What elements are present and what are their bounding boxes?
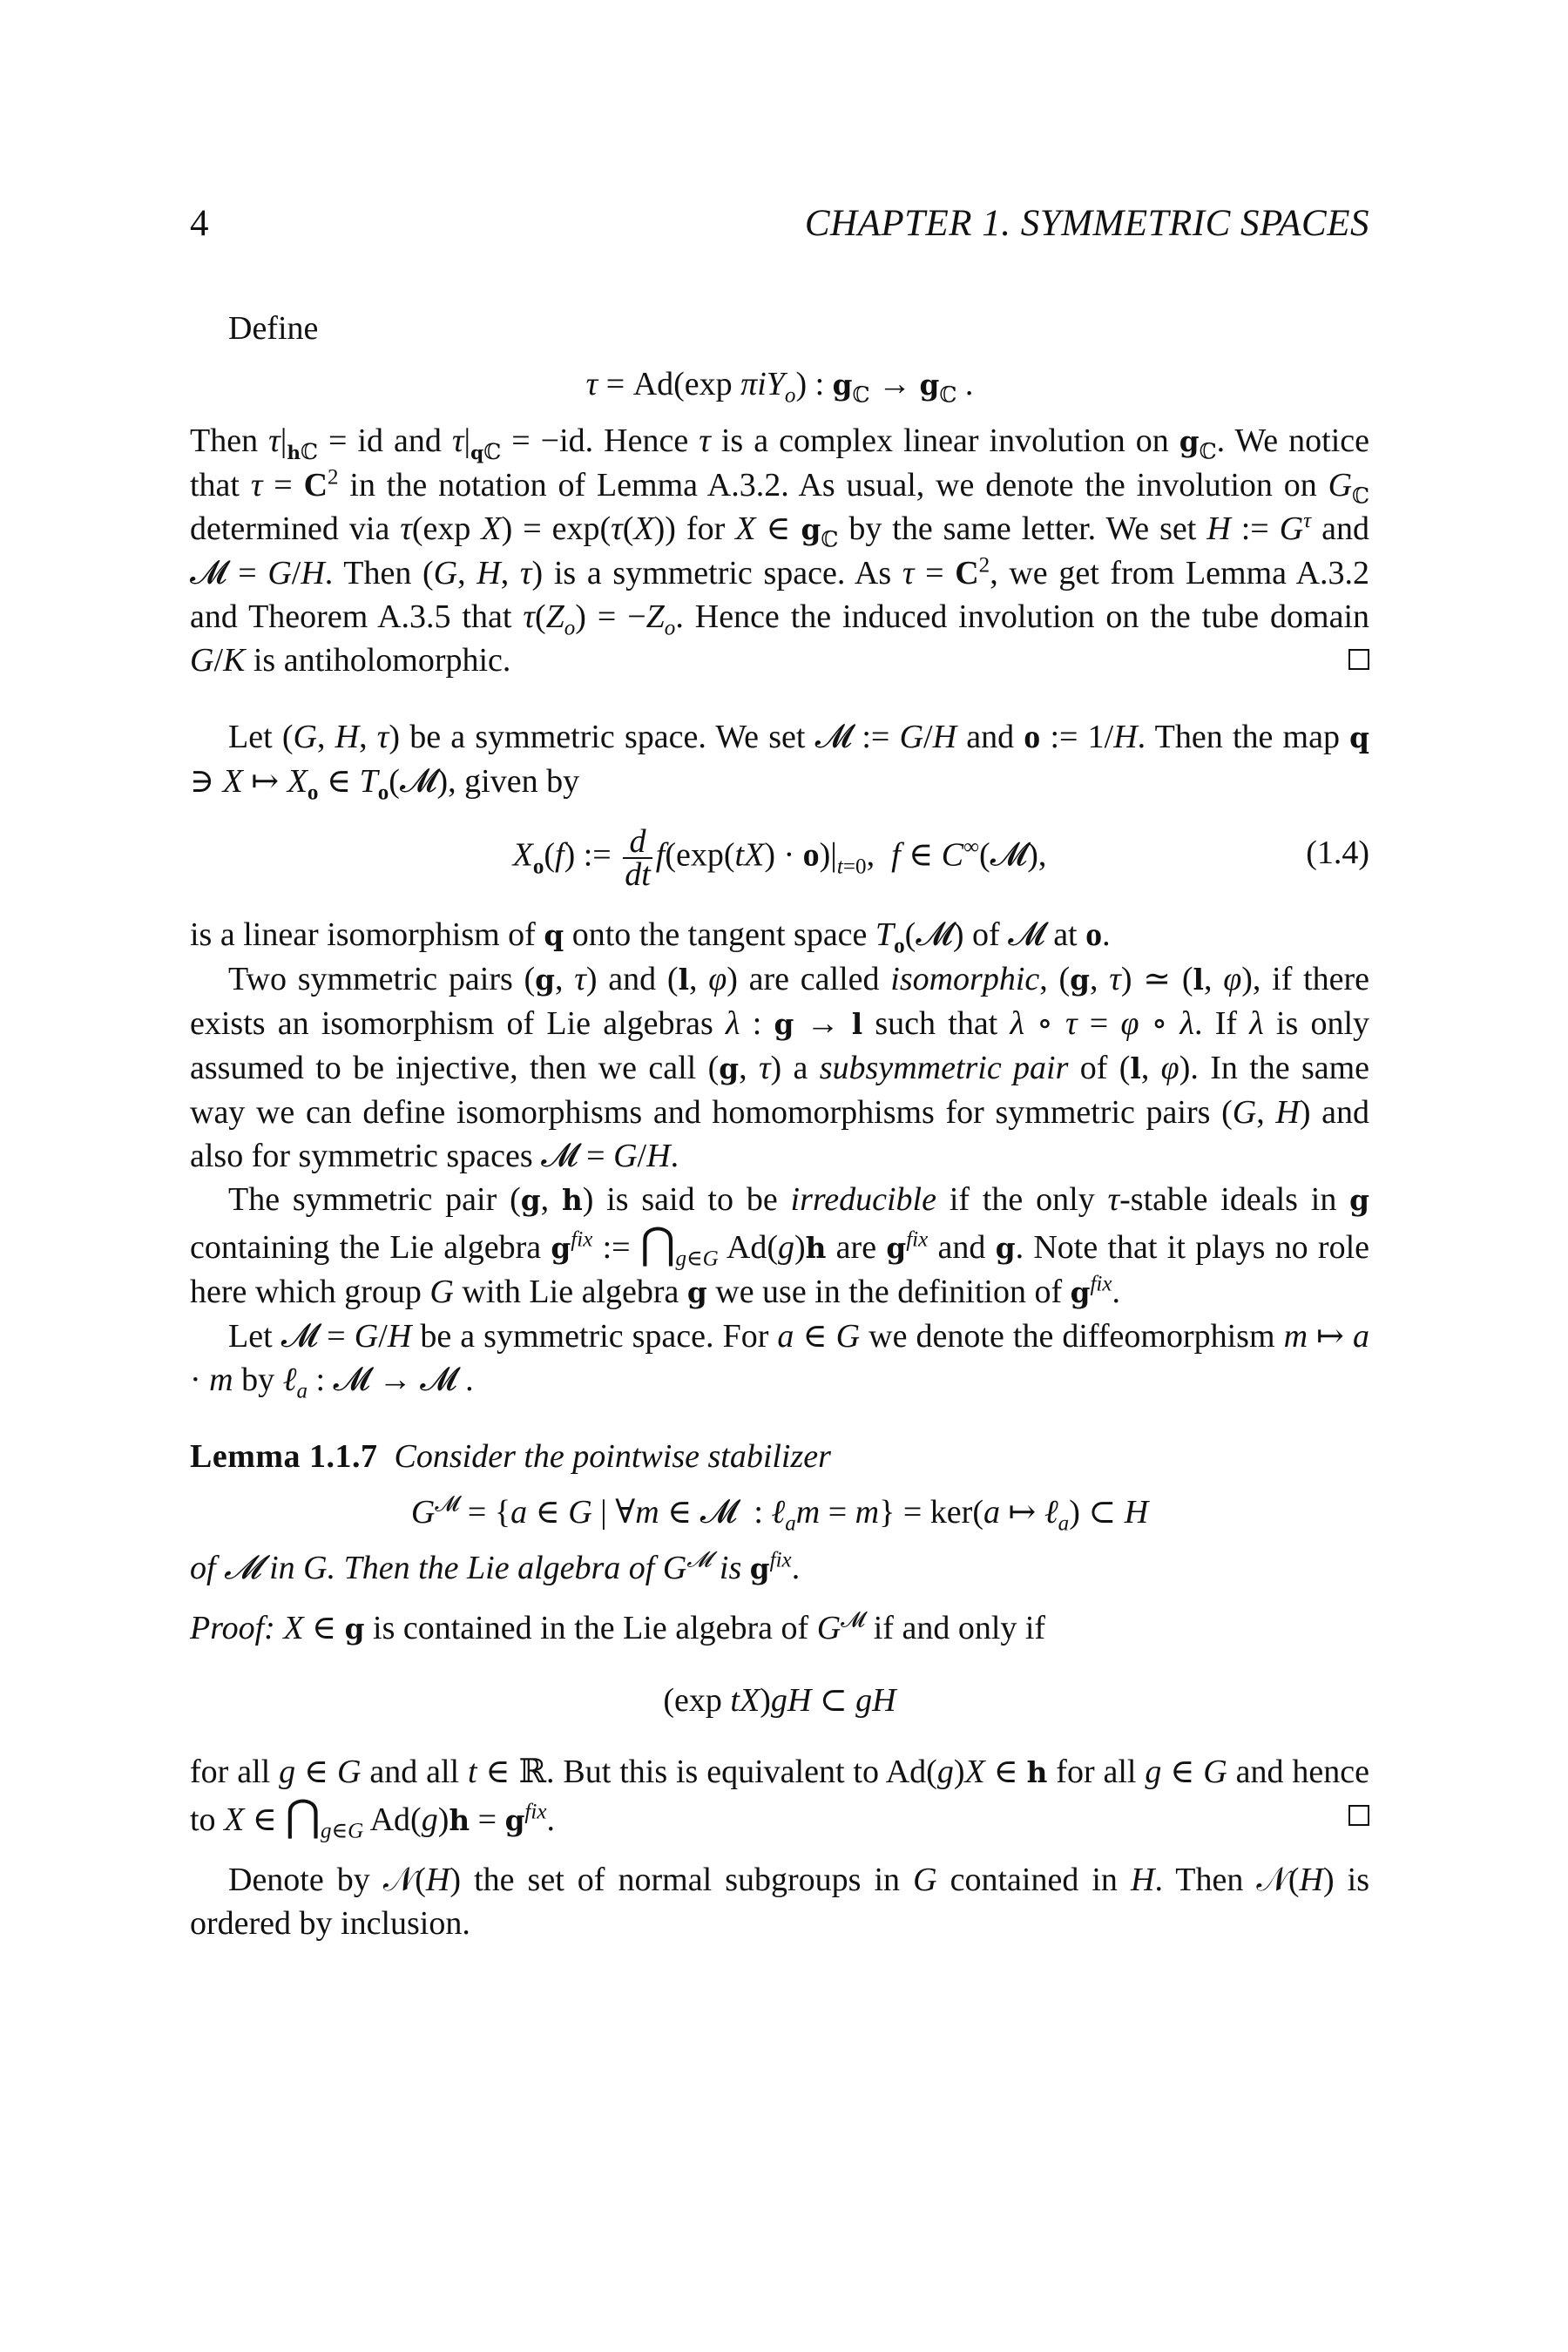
lemma-label: Lemma 1.1.7: [190, 1438, 378, 1475]
equation-tau-definition: τ = Ad(exp πiY$_o$) : $g_ℂ \to g_ℂ$ .: [585, 366, 974, 408]
fraction-d-dt: $\frac{d}{dt}$: [625, 823, 651, 893]
paragraph-isomorphic-pairs: Two symmetric pairs (g, τ) and (l, φ) are called isomorphic, (g, τ) ≃ (l, φ), if there exists an isomorphism of Lie algebras λ : g → l such that λ ∘ τ = φ ∘ λ. If λ is only assumed to be injective, then we call (g, τ) a subsymmetric pair of (l, φ). In the same way we can define isomorphisms and homomorphisms for symmetric pairs (G, H) and also for symmetric spaces 𝓜 = G/H.: [190, 961, 1370, 1174]
page-number: 4: [190, 203, 209, 244]
paragraph-irreducible: The symmetric pair (g, h) is said to be irreducible if the only τ-stable ideals in g containing the Lie algebra $g^{fix}$ := $⋂_{g\in G}$ Ad(g)h are $g^{fix}$ and g. Note that it plays no role here which group G with Lie algebra g we use in the definition of $g^{fix}$.: [190, 1181, 1370, 1310]
equation-1-4: $X_o(f)$ := $\frac{d}{dt}$ $f(\exp(tX) \cdot o)|_{t=0}$, f ∈ C∞(𝓜), (1.4): [512, 823, 1369, 893]
define-word: Define: [228, 310, 319, 347]
equation-stabilizer: $G^𝓜 = \{a$ ∈ G | ∀m ∈ 𝓜 : ℓ$_a$m = m} = ker(a ↦ ℓ$_a$) ⊂ H: [410, 1492, 1149, 1536]
paragraph-diffeomorphism: Let 𝓜 = G/H be a symmetric space. For a ∈ G we denote the diffeomorphism m ↦ a · m by ℓ$_a$ : 𝓜 → 𝓜 .: [190, 1318, 1369, 1403]
running-header: [190, 202, 1369, 246]
proof-paragraph: Proof: X ∈ g is contained in the Lie algebra of $G^𝓜$ if and only if: [190, 1608, 1046, 1646]
equation-number: (1.4): [1306, 835, 1369, 871]
page-body: [190, 307, 1369, 1945]
proof-conclusion: for all g ∈ G and all t ∈ ℝ. But this is equivalent to Ad(g)X ∈ h for all g ∈ G and hence to X ∈ $⋂_{g\in G}$ $Ad(g)h = g^{fix}$.: [190, 1754, 1369, 1843]
lemma-conclusion: of 𝓜 in G. Then the Lie algebra of $G^𝓜$ is $g^{fix}$.: [190, 1548, 801, 1586]
equation-orbit: (exp tX)gH ⊂ gH: [663, 1682, 896, 1719]
paragraph-tau-involution: Then $\tau|_{hℂ}$ = id and $\tau|_{qℂ} = -id$. Hence τ is a complex linear involution on $g_ℂ$. We notice that $\tau = C^2$ in the notation of Lemma A.3.2. As usual, we denote the involution on $G_ℂ$ determined via τ(exp X) = exp(τ(X)) for X ∈ $g_ℂ$ by the same letter. We set H := $G^\tau$ and 𝓜 = G/H. Then (G, H, τ) is a symmetric space. As $\tau = C^2$, we get from Lemma A.3.2 and Theorem A.3.5 that $\tau(Z_o) = -Z_o$. Hence the induced involution on the tube domain G/K is antiholomorphic.: [190, 422, 1370, 679]
qed-box: [1348, 649, 1369, 670]
chapter-title: CHAPTER 1. SYMMETRIC SPACES: [804, 203, 1369, 244]
qed-box: [1348, 1805, 1369, 1826]
proof-label: Proof:: [190, 1610, 275, 1646]
paragraph-linear-isomorphism: is a linear isomorphism of q onto the tangent space $T_o(𝓜)$ of 𝓜 at o.: [190, 916, 1111, 958]
paragraph-normal-subgroups: Denote by 𝒩(H) the set of normal subgroups in G contained in H. Then 𝒩(H) is ordered by inclusion.: [190, 1862, 1370, 1942]
paragraph-tangent-map: Let (G, H, τ) be a symmetric space. We set 𝓜 := G/H and o := 1/H. Then the map q ∋ X ↦ $X_o$ ∈ $T_o(𝓜)$, given by: [190, 719, 1370, 805]
lemma-statement: Lemma 1.1.7 Consider the pointwise stabilizer: [190, 1438, 831, 1475]
